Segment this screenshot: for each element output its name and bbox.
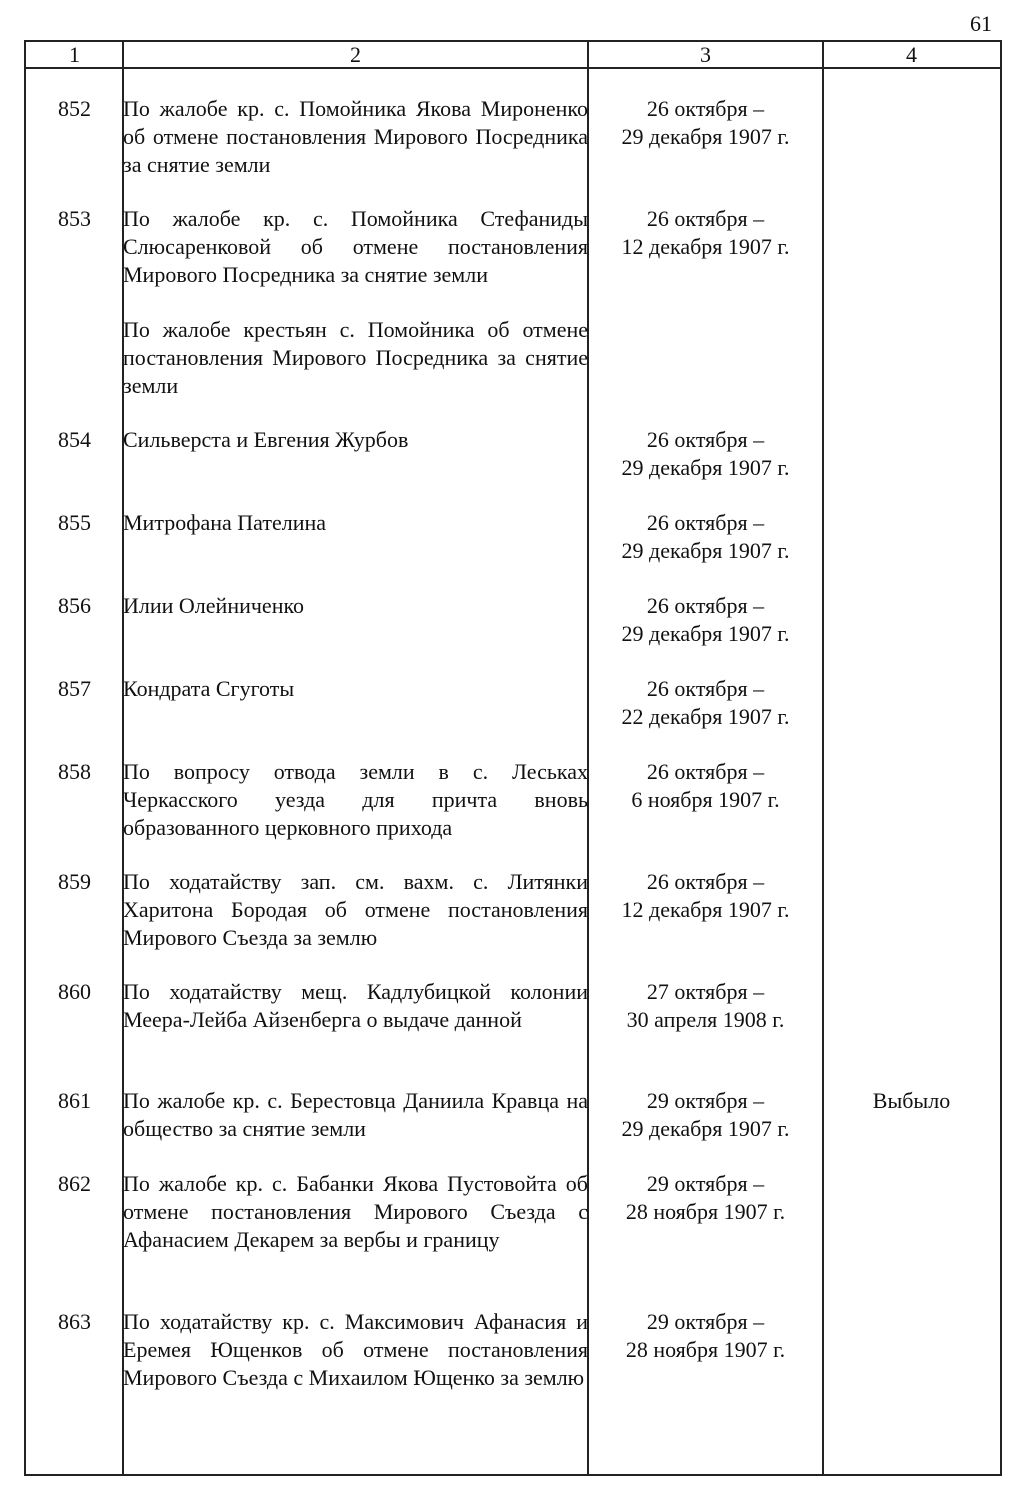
case-description: [123, 509, 588, 592]
case-dates: [588, 758, 823, 868]
table-row: [26, 316, 1000, 426]
case-description-text: Сильверста и Евгения Журбов: [123, 427, 409, 452]
case-number: 861: [58, 1088, 91, 1113]
case-number: 855: [58, 510, 91, 535]
case-note: [823, 675, 1000, 758]
table-row: [26, 68, 1000, 205]
case-description-text: По жалобе крестьян с. Помойника об отмене постановления Мирового Посредника за снятие земли: [123, 317, 588, 398]
table-row: [26, 868, 1000, 978]
case-description-text: Илии Олейниченко: [123, 593, 305, 618]
case-note: [823, 758, 1000, 868]
case-description: [123, 868, 588, 978]
case-dates: [588, 1308, 823, 1468]
case-description: [123, 675, 588, 758]
column-header-number: 1: [26, 42, 123, 68]
case-description: [123, 316, 588, 426]
case-description: [123, 592, 588, 675]
case-note: [823, 1308, 1000, 1468]
case-dates: [588, 592, 823, 675]
case-description-text: Кондрата Сгуготы: [123, 676, 295, 701]
date-end: 29 декабря 1907 г.: [621, 455, 790, 480]
table-row: [26, 1170, 1000, 1308]
case-note: [823, 868, 1000, 978]
date-start: 26 октября –: [646, 676, 765, 701]
case-number: 860: [58, 979, 91, 1004]
case-number: 852: [58, 96, 91, 121]
table-row: [26, 1087, 1000, 1170]
case-description: [123, 1308, 588, 1468]
date-end: 12 декабря 1907 г.: [621, 234, 790, 259]
case-dates: [588, 675, 823, 758]
date-end: 22 декабря 1907 г.: [621, 704, 790, 729]
column-header-row: [26, 42, 1000, 68]
case-dates: [588, 205, 823, 316]
date-start: 26 октября –: [646, 206, 765, 231]
case-description: [123, 1087, 588, 1170]
date-start: 26 октября –: [646, 593, 765, 618]
date-start: 27 октября –: [646, 979, 765, 1004]
case-note: [823, 978, 1000, 1087]
case-description-text: Митрофана Пателина: [123, 510, 327, 535]
case-dates: [588, 868, 823, 978]
table-row: [26, 592, 1000, 675]
case-number: 863: [58, 1309, 91, 1334]
register-table: [26, 42, 1000, 1468]
date-end: 6 ноября 1907 г.: [631, 787, 780, 812]
table-row: [26, 205, 1000, 316]
case-note: [823, 316, 1000, 426]
case-dates: [588, 316, 823, 426]
page-number: 61: [970, 11, 992, 36]
date-start: 26 октября –: [646, 510, 765, 535]
register-table-frame: [24, 40, 1002, 1476]
case-description-text: По жалобе кр. с. Помойника Стефаниды Слюсаренковой об отмене постановления Мирового Посредника за снятие земли: [123, 206, 588, 287]
case-note: [823, 68, 1000, 205]
column-header-dates: 3: [588, 42, 823, 68]
case-description: [123, 758, 588, 868]
case-note: Выбыло: [872, 1088, 951, 1113]
case-number: 858: [58, 759, 91, 784]
table-row: [26, 978, 1000, 1087]
date-end: 30 апреля 1908 г.: [626, 1007, 785, 1032]
case-number: 856: [58, 593, 91, 618]
case-description: [123, 978, 588, 1087]
date-end: 29 декабря 1907 г.: [621, 621, 790, 646]
table-row: [26, 758, 1000, 868]
column-header-notes: 4: [823, 42, 1000, 68]
case-note: [823, 592, 1000, 675]
date-start: 26 октября –: [646, 96, 765, 121]
date-start: 29 октября –: [646, 1171, 765, 1196]
case-note: [823, 509, 1000, 592]
case-description: [123, 1170, 588, 1308]
date-start: 26 октября –: [646, 759, 765, 784]
date-start: 29 октября –: [646, 1088, 765, 1113]
case-dates: [588, 426, 823, 509]
date-start: 29 октября –: [646, 1309, 765, 1334]
date-end: 28 ноября 1907 г.: [625, 1337, 786, 1362]
case-dates: [588, 1087, 823, 1170]
case-description-text: По вопросу отвода земли в с. Леськах Черкасского уезда для причта вновь образованного церковного прихода: [123, 759, 588, 840]
case-description-text: По ходатайству кр. с. Максимович Афанасия и Еремея Ющенков об отмене постановления Мирового Съезда с Михаилом Ющенко за землю: [123, 1309, 588, 1390]
table-row: [26, 509, 1000, 592]
case-number: 854: [58, 427, 91, 452]
column-header-description: 2: [123, 42, 588, 68]
case-description-text: По ходатайству зап. см. вахм. с. Литянки Харитона Бородая об отмене постановления Мирового Съезда за землю: [123, 869, 588, 950]
case-number: 857: [58, 676, 91, 701]
case-note: [823, 1170, 1000, 1308]
case-description-text: По жалобе кр. с. Берестовца Даниила Кравца на общество за снятие земли: [123, 1088, 588, 1141]
date-start: 26 октября –: [646, 427, 765, 452]
case-description: [123, 68, 588, 205]
table-row: [26, 1308, 1000, 1468]
case-description: [123, 426, 588, 509]
date-end: 29 декабря 1907 г.: [621, 1116, 790, 1141]
case-note: [823, 205, 1000, 316]
case-dates: [588, 68, 823, 205]
case-note: [823, 426, 1000, 509]
date-start: 26 октября –: [646, 869, 765, 894]
case-dates: [588, 1170, 823, 1308]
table-row: [26, 426, 1000, 509]
case-dates: [588, 509, 823, 592]
case-number: [26, 316, 123, 426]
case-description-text: По ходатайству мещ. Кадлубицкой колонии Меера-Лейба Айзенберга о выдаче данной: [123, 979, 588, 1032]
date-end: 29 декабря 1907 г.: [621, 124, 790, 149]
case-dates: [588, 978, 823, 1087]
case-description: [123, 205, 588, 316]
date-end: 28 ноября 1907 г.: [625, 1199, 786, 1224]
case-description-text: По жалобе кр. с. Помойника Якова Мироненко об отмене постановления Мирового Посредника за снятие земли: [123, 96, 588, 177]
case-number: 859: [58, 869, 91, 894]
case-number: 853: [58, 206, 91, 231]
table-row: [26, 675, 1000, 758]
case-number: 862: [58, 1171, 91, 1196]
case-description-text: По жалобе кр. с. Бабанки Якова Пустовойта об отмене постановления Мирового Съезда с Афанасием Декарем за вербы и границу: [123, 1171, 588, 1252]
date-end: 29 декабря 1907 г.: [621, 538, 790, 563]
date-end: 12 декабря 1907 г.: [621, 897, 790, 922]
